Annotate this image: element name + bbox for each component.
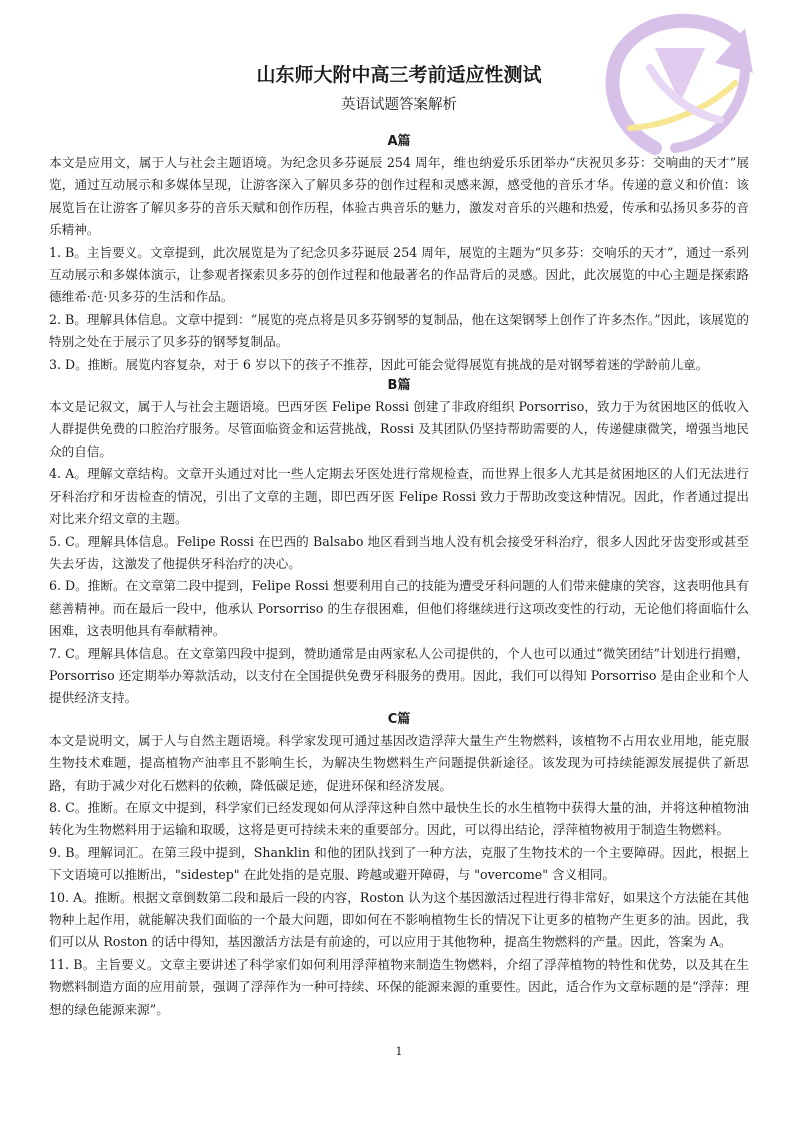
answer-body (49, 132, 749, 1021)
answer-9: 9. B。理解词汇。在第三段中提到，Shanklin 和他的团队找到了一种方法，克服了生物技术的一个主要障碍。因此，根据上下文语境可以推断出，"sidestep" 在此处指的是克服、跨越或避开障碍，与 "overcome" 含义相同。 (49, 844, 749, 883)
section-c-heading: C篇 (387, 711, 411, 727)
answer-7: 7. C。理解具体信息。在文章第四段中提到，赞助通常是由两家私人公司提供的，个人也可以通过“微笑团结”计划进行捐赠，Porsorriso 还定期举办筹款活动，以支付在全国提供免费牙科服务的费用。因此，我们可以得知 Porsorriso 是由企业和个人提供经济支持。 (49, 645, 749, 706)
answer-2: 2. B。理解具体信息。文章中提到：“展览的亮点将是贝多芬钢琴的复制品，他在这架钢琴上创作了许多杰作。”因此，该展览的特别之处在于展示了贝多芬的钢琴复制品。 (49, 311, 749, 350)
answer-4: 4. A。理解文章结构。文章开头通过对比一些人定期去牙医处进行常规检查，而世界上很多人尤其是贫困地区的人们无法进行牙科治疗和牙齿检查的情况，引出了文章的主题，即巴西牙医 Felipe Rossi 致力于帮助改变这种情况。因此，作者通过提出对比来介绍文章的主题。 (49, 466, 749, 527)
section-a-heading: A篇 (387, 134, 411, 149)
section-b-heading: B篇 (387, 378, 411, 394)
section-c-intro: 本文是说明文，属于人与自然主题语境。科学家发现可通过基因改造浮萍大量生产生物燃料，该植物不占用农业用地，能克服生物技术难题，提高植物产油率且不影响生长，为解决生物燃料生产问题提供新途径。该发现为可持续能源发展提供了新思路，有助于减少对化石燃料的依赖，降低碳足迹，促进环保和经济发展。 (49, 732, 749, 793)
page-number: 1 (395, 1045, 403, 1058)
section-b-intro: 本文是记叙文，属于人与社会主题语境。巴西牙医 Felipe Rossi 创建了非政府组织 Porsorriso，致力于为贫困地区的低收入人群提供免费的口腔治疗服务。尽管面临资金和运营挑战，Rossi 及其团队仍坚持帮助需要的人，传递健康微笑，增强当地民众的自信。 (49, 399, 749, 459)
answer-11: 11. B。主旨要义。文章主要讲述了科学家们如何利用浮萍植物来制造生物燃料，介绍了浮萍植物的特性和优势，以及其在生物燃料制造方面的应用前景，强调了浮萍作为一种可持续、环保的能源来源的重要性。因此，适合作为文章标题的是“浮萍：理想的绿色能源来源”。 (49, 956, 749, 1017)
answer-6: 6. D。推断。在文章第二段中提到，Felipe Rossi 想要利用自己的技能为遭受牙科问题的人们带来健康的笑容，这表明他具有慈善精神。而在最后一段中，他承认 Porsorriso 的生存很困难，但他们将继续进行这项改变性的行动，无论他们将面临什么困难，这表明他具有奉献精神。 (49, 578, 749, 639)
answer-5: 5. C。理解具体信息。Felipe Rossi 在巴西的 Balsabo 地区看到当地人没有机会接受牙科治疗，很多人因此牙齿变形或甚至失去牙齿，这激发了他提供牙科治疗的决心。 (49, 533, 749, 571)
answer-8: 8. C。推断。在原文中提到，科学家们已经发现如何从浮萍这种自然中最快生长的水生植物中获得大量的油，并将这种植物油转化为生物燃料用于运输和取暖，这将是更可持续未来的重要部分。因此，可以得出结论，浮萍植物被用于制造生物燃料。 (49, 799, 749, 838)
document-subtitle: 英语试题答案解析 (341, 97, 457, 113)
answer-10: 10. A。推断。根据文章倒数第二段和最后一段的内容，Roston 认为这个基因激活过程进行得非常好，如果这个方法能在其他物种上起作用，就能解决我们面临的一个最大问题，即如何在不影响植物生长的情况下让更多的植物产生更多的油。因此，我们可以从 Roston 的话中得知，基因激活方法是有前途的，可以应用于其他物种，提高生物燃料的产量。因此，答案为 A。 (49, 889, 749, 950)
answer-1: 1. B。主旨要义。文章提到，此次展览是为了纪念贝多芬诞辰 254 周年，展览的主题为“贝多芬：交响乐的天才”，通过一系列互动展示和多媒体演示，让参观者探索贝多芬的创作过程和他最著名的作品背后的灵感。因此，此次展览的中心主题是探索路德维希·范·贝多芬的生活和作品。 (49, 244, 749, 305)
answer-3: 3. D。推断。展览内容复杂，对于 6 岁以下的孩子不推荐，因此可能会觉得展览有挑战的是对钢琴着迷的学龄前儿童。 (49, 356, 709, 372)
section-a-intro: 本文是应用文，属于人与社会主题语境。为纪念贝多芬诞辰 254 周年，维也纳爱乐乐团举办“庆祝贝多芬：交响曲的天才”展览，通过互动展示和多媒体呈现，让游客深入了解贝多芬的创作过程和灵感来源，感受他的音乐才华。传递的意义和价值：该展览旨在让游客了解贝多芬的音乐天赋和创作历程，体验古典音乐的魅力，激发对音乐的兴趣和热爱，传承和弘扬贝多芬的音乐精神。 (49, 155, 749, 238)
document-title: 山东师大附中高三考前适应性测试 (256, 64, 542, 86)
